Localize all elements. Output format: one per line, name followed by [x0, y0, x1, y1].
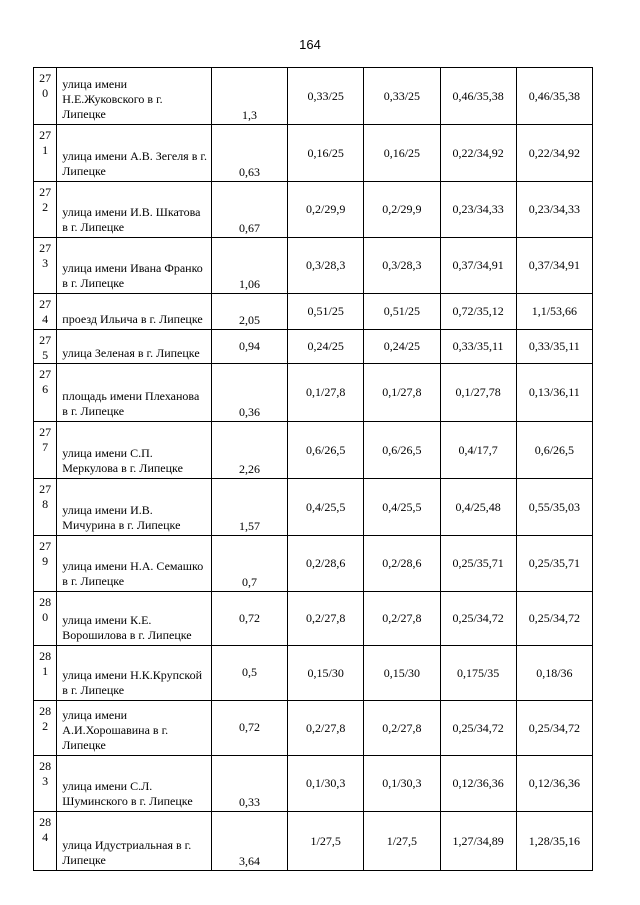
- value-cell: 1/27,5: [288, 812, 364, 871]
- value-cell: 0,2/28,6: [288, 536, 364, 592]
- value-cell: 0,22/34,92: [516, 125, 592, 182]
- row-number-cell: [34, 125, 57, 182]
- value-cell: 0,16/25: [288, 125, 364, 182]
- value-cell: 0,12/36,36: [440, 756, 516, 812]
- row-number-part: 4: [42, 312, 49, 326]
- row-number-part: 5: [42, 348, 49, 362]
- length-cell: 0,36: [211, 364, 287, 422]
- table-row: [34, 592, 593, 646]
- value-cell: 0,24/25: [364, 330, 440, 364]
- value-cell: 0,6/26,5: [364, 422, 440, 479]
- row-number-part: 1: [42, 143, 49, 157]
- row-number-cell: [34, 182, 57, 238]
- value-cell: 0,25/35,71: [516, 536, 592, 592]
- row-number-part: 1: [42, 664, 49, 678]
- street-name-cell: улица имени Ивана Франко в г. Липецке: [57, 238, 212, 294]
- length-cell: 0,67: [211, 182, 287, 238]
- value-cell: 0,23/34,33: [440, 182, 516, 238]
- row-number-part: 4: [42, 830, 49, 844]
- value-cell: 1,27/34,89: [440, 812, 516, 871]
- street-name-cell: улица имени С.Л. Шуминского в г. Липецке: [57, 756, 212, 812]
- value-cell: 0,2/27,8: [288, 592, 364, 646]
- table-row: [34, 536, 593, 592]
- value-cell: 0,12/36,36: [516, 756, 592, 812]
- row-number-cell: [34, 756, 57, 812]
- value-cell: 0,2/27,8: [288, 701, 364, 756]
- value-cell: 0,1/30,3: [364, 756, 440, 812]
- length-cell: 0,72: [211, 592, 287, 646]
- row-number-cell: [34, 294, 57, 330]
- table-row: [34, 646, 593, 701]
- value-cell: 0,18/36: [516, 646, 592, 701]
- row-number-part: 2: [42, 719, 49, 733]
- row-number-part: 28: [39, 815, 52, 829]
- street-name-cell: улица Идустриальная в г. Липецке: [57, 812, 212, 871]
- table-row: [34, 364, 593, 422]
- row-number-part: 27: [39, 241, 52, 255]
- row-number-cell: [34, 68, 57, 125]
- row-number-part: 27: [39, 425, 52, 439]
- row-number-part: 27: [39, 185, 52, 199]
- row-number-cell: [34, 422, 57, 479]
- length-cell: 0,7: [211, 536, 287, 592]
- row-number-part: 27: [39, 333, 52, 347]
- value-cell: 0,25/35,71: [440, 536, 516, 592]
- row-number-part: 0: [42, 610, 49, 624]
- value-cell: 0,2/29,9: [288, 182, 364, 238]
- street-name-cell: улица имени Н.А. Семашко в г. Липецке: [57, 536, 212, 592]
- value-cell: 0,2/27,8: [364, 701, 440, 756]
- street-name-cell: улица имени А.В. Зегеля в г. Липецке: [57, 125, 212, 182]
- table-row: [34, 422, 593, 479]
- page-number: 164: [299, 37, 321, 52]
- row-number-cell: [34, 701, 57, 756]
- length-cell: 1,57: [211, 479, 287, 536]
- table-row: [34, 812, 593, 871]
- value-cell: 0,72/35,12: [440, 294, 516, 330]
- length-cell: 3,64: [211, 812, 287, 871]
- value-cell: 0,2/29,9: [364, 182, 440, 238]
- value-cell: 0,46/35,38: [516, 68, 592, 125]
- value-cell: 0,6/26,5: [516, 422, 592, 479]
- row-number-cell: [34, 812, 57, 871]
- value-cell: 0,15/30: [288, 646, 364, 701]
- value-cell: 0,37/34,91: [440, 238, 516, 294]
- value-cell: 1,1/53,66: [516, 294, 592, 330]
- value-cell: 0,23/34,33: [516, 182, 592, 238]
- street-name-cell: площадь имени Плеханова в г. Липецке: [57, 364, 212, 422]
- value-cell: 0,175/35: [440, 646, 516, 701]
- value-cell: 0,3/28,3: [364, 238, 440, 294]
- length-cell: 0,63: [211, 125, 287, 182]
- street-name-cell: улица имени Н.Е.Жуковского в г. Липецке: [57, 68, 212, 125]
- row-number-part: 28: [39, 759, 52, 773]
- value-cell: 0,25/34,72: [516, 592, 592, 646]
- roads-table: [33, 67, 593, 871]
- table-row: [34, 701, 593, 756]
- roads-table-body: [34, 68, 593, 871]
- length-cell: 2,05: [211, 294, 287, 330]
- value-cell: 0,22/34,92: [440, 125, 516, 182]
- table-row: [34, 330, 593, 364]
- value-cell: 0,25/34,72: [516, 701, 592, 756]
- value-cell: 0,33/35,11: [516, 330, 592, 364]
- row-number-part: 2: [42, 200, 49, 214]
- table-row: [34, 479, 593, 536]
- street-name-cell: улица имени Н.К.Крупской в г. Липецке: [57, 646, 212, 701]
- table-row: [34, 125, 593, 182]
- row-number-part: 3: [42, 256, 49, 270]
- table-row: [34, 294, 593, 330]
- row-number-cell: [34, 592, 57, 646]
- value-cell: 0,4/17,7: [440, 422, 516, 479]
- length-cell: 0,94: [211, 330, 287, 364]
- value-cell: 0,55/35,03: [516, 479, 592, 536]
- street-name-cell: улица имени С.П. Меркулова в г. Липецке: [57, 422, 212, 479]
- row-number-cell: [34, 238, 57, 294]
- row-number-part: 27: [39, 297, 52, 311]
- row-number-part: 9: [42, 554, 49, 568]
- street-name-cell: улица Зеленая в г. Липецке: [57, 330, 212, 364]
- value-cell: 0,6/26,5: [288, 422, 364, 479]
- value-cell: 0,46/35,38: [440, 68, 516, 125]
- value-cell: 0,1/30,3: [288, 756, 364, 812]
- row-number-part: 28: [39, 649, 52, 663]
- value-cell: 0,25/34,72: [440, 592, 516, 646]
- value-cell: 0,2/27,8: [364, 592, 440, 646]
- value-cell: 1/27,5: [364, 812, 440, 871]
- street-name-cell: проезд Ильича в г. Липецке: [57, 294, 212, 330]
- row-number-cell: [34, 330, 57, 364]
- value-cell: 0,51/25: [364, 294, 440, 330]
- row-number-part: 8: [42, 497, 49, 511]
- row-number-cell: [34, 479, 57, 536]
- value-cell: 0,1/27,78: [440, 364, 516, 422]
- value-cell: 0,33/25: [288, 68, 364, 125]
- row-number-part: 27: [39, 539, 52, 553]
- row-number-cell: [34, 536, 57, 592]
- row-number-part: 27: [39, 128, 52, 142]
- value-cell: 0,3/28,3: [288, 238, 364, 294]
- street-name-cell: улица имени А.И.Хорошавина в г. Липецке: [57, 701, 212, 756]
- value-cell: 0,15/30: [364, 646, 440, 701]
- table-row: [34, 68, 593, 125]
- value-cell: 0,4/25,5: [364, 479, 440, 536]
- value-cell: 0,1/27,8: [288, 364, 364, 422]
- value-cell: 0,37/34,91: [516, 238, 592, 294]
- length-cell: 1,3: [211, 68, 287, 125]
- value-cell: 1,28/35,16: [516, 812, 592, 871]
- row-number-part: 0: [42, 86, 49, 100]
- value-cell: 0,33/25: [364, 68, 440, 125]
- row-number-cell: [34, 646, 57, 701]
- street-name-cell: улица имени И.В. Шкатова в г. Липецке: [57, 182, 212, 238]
- street-name-cell: улица имени И.В. Мичурина в г. Липецке: [57, 479, 212, 536]
- row-number-part: 28: [39, 704, 52, 718]
- row-number-part: 3: [42, 774, 49, 788]
- row-number-part: 27: [39, 71, 52, 85]
- value-cell: 0,24/25: [288, 330, 364, 364]
- value-cell: 0,2/28,6: [364, 536, 440, 592]
- row-number-cell: [34, 364, 57, 422]
- value-cell: 0,51/25: [288, 294, 364, 330]
- row-number-part: 28: [39, 595, 52, 609]
- length-cell: 0,33: [211, 756, 287, 812]
- length-cell: 0,72: [211, 701, 287, 756]
- value-cell: 0,1/27,8: [364, 364, 440, 422]
- value-cell: 0,4/25,5: [288, 479, 364, 536]
- length-cell: 2,26: [211, 422, 287, 479]
- value-cell: 0,13/36,11: [516, 364, 592, 422]
- value-cell: 0,33/35,11: [440, 330, 516, 364]
- table-row: [34, 238, 593, 294]
- value-cell: 0,16/25: [364, 125, 440, 182]
- row-number-part: 6: [42, 382, 49, 396]
- length-cell: 0,5: [211, 646, 287, 701]
- value-cell: 0,4/25,48: [440, 479, 516, 536]
- street-name-cell: улица имени К.Е. Ворошилова в г. Липецке: [57, 592, 212, 646]
- table-row: [34, 182, 593, 238]
- row-number-part: 27: [39, 367, 52, 381]
- length-cell: 1,06: [211, 238, 287, 294]
- row-number-part: 27: [39, 482, 52, 496]
- value-cell: 0,25/34,72: [440, 701, 516, 756]
- table-row: [34, 756, 593, 812]
- row-number-part: 7: [42, 440, 49, 454]
